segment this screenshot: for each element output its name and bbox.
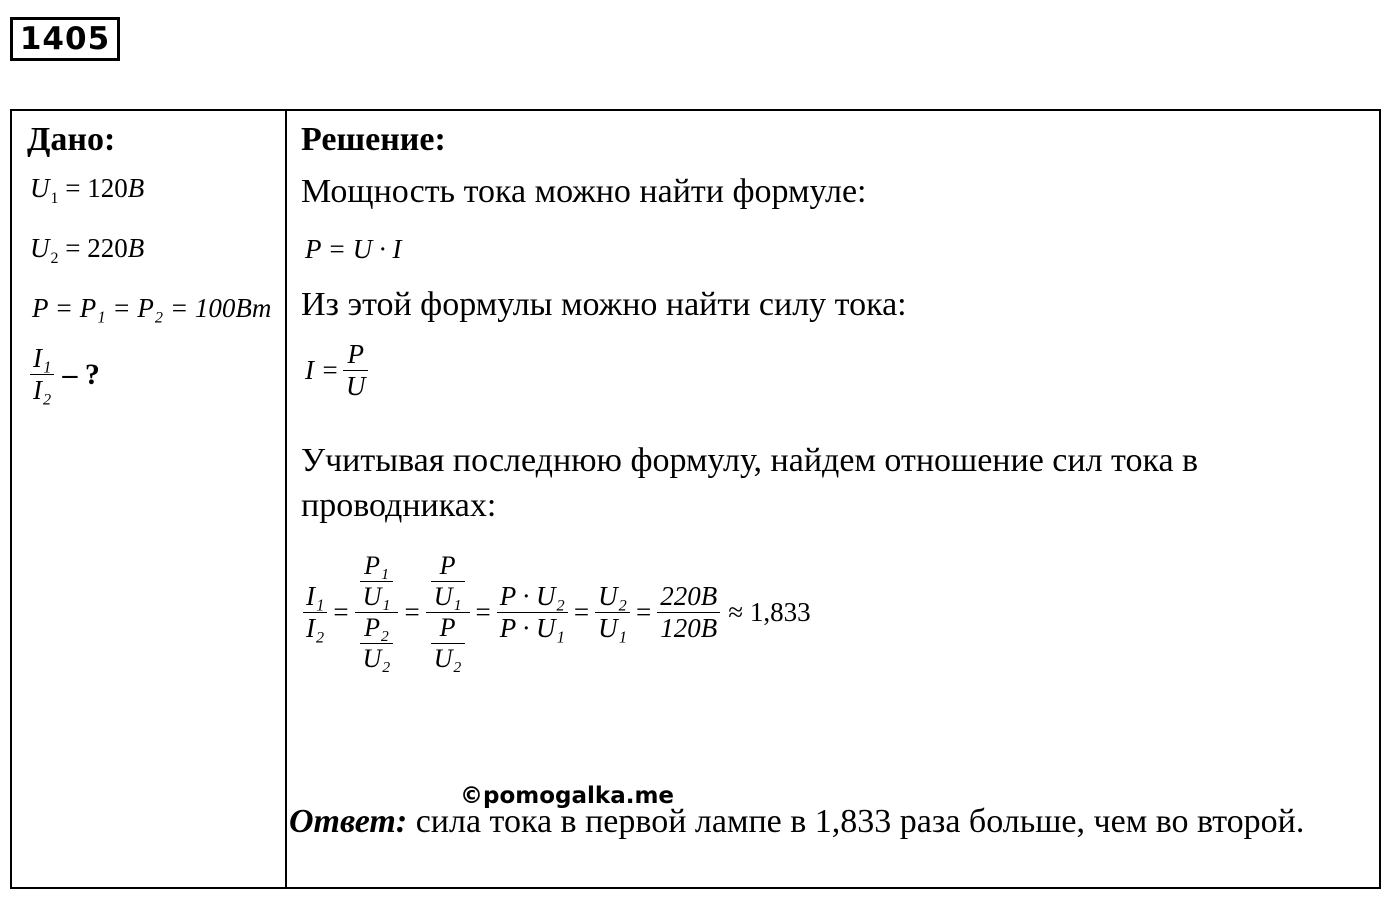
ratio-step-1: $\frac{\frac{\text{P₁}}{\text{U₁}}}{\frac{\text{P₂}}{\text{U₂}}}$ <box>355 551 399 674</box>
solution-column <box>287 111 1379 887</box>
ratio-step-5: $\frac{220B}{120B}$ <box>657 581 720 644</box>
given-find: $\frac{\text{I₁}}{\text{I₂}}$ – ? <box>30 343 100 406</box>
ratio-step-2: $\frac{\frac{P}{\text{U₁}}}{\frac{P}{\text{U₂}}}$ <box>426 551 470 674</box>
solution-line-1: Мощность тока можно найти формуле: <box>301 173 867 210</box>
solution-line-2: Из этой формулы можно найти силу тока: <box>301 286 907 323</box>
find-ratio: $\frac{\text{I₁}}{\text{I₂}}$ <box>30 343 54 406</box>
formula-current: I = $\frac{P}{U}$ <box>305 339 368 402</box>
solution-line-4: проводниках: <box>301 487 497 524</box>
answer-label: Ответ: <box>289 803 408 840</box>
ratio-result: ≈ 1,833 <box>728 596 811 627</box>
solution-header: Решение: <box>301 121 446 158</box>
given-voltage-1: $U_1 = 120B$ <box>30 173 145 207</box>
given-voltage-2: $U_2 = 220B$ <box>30 233 145 267</box>
given-power: P = P₁ = P₂ = 100Bm <box>32 293 272 323</box>
watermark: ©pomogalka.me <box>460 783 675 809</box>
answer <box>289 800 1369 844</box>
solution-line-3: Учитывая последнюю формулу, найдем отношение сил тока в <box>301 442 1199 479</box>
formula-power: P = U · I <box>305 234 402 264</box>
problem-number: 1405 <box>10 17 120 61</box>
problem-table <box>10 109 1381 889</box>
ratio-lhs: $\frac{\text{I₁}}{\text{I₂}}$ <box>303 581 327 644</box>
given-header: Дано: <box>27 121 116 158</box>
given-column <box>12 111 285 887</box>
answer-text: сила тока в первой лампе в 1,833 раза больше, чем во второй. <box>415 803 1305 840</box>
ratio-step-3: $\frac{\text{P · U₂}}{\text{P · U₁}}$ <box>497 581 568 644</box>
ratio-equation: $\frac{\text{I₁}}{\text{I₂}}$ = $\frac{\frac{\text{P₁}}{\text{U₁}}}{\frac{\text{P₂}}{\text{U₂}}}$ = $\frac{\frac{P}{\text{U₁}}}{\frac{P}{\text{U₂}}}$ = $\frac{\text{P · U₂}}{\text{P · U₁}}$ = $\frac{\text{U₂}}{\text{U₁}}$ = $\frac{220B}{120B}$ ≈ 1,833 <box>301 551 811 674</box>
ratio-step-4: $\frac{\text{U₂}}{\text{U₁}}$ <box>595 581 630 644</box>
